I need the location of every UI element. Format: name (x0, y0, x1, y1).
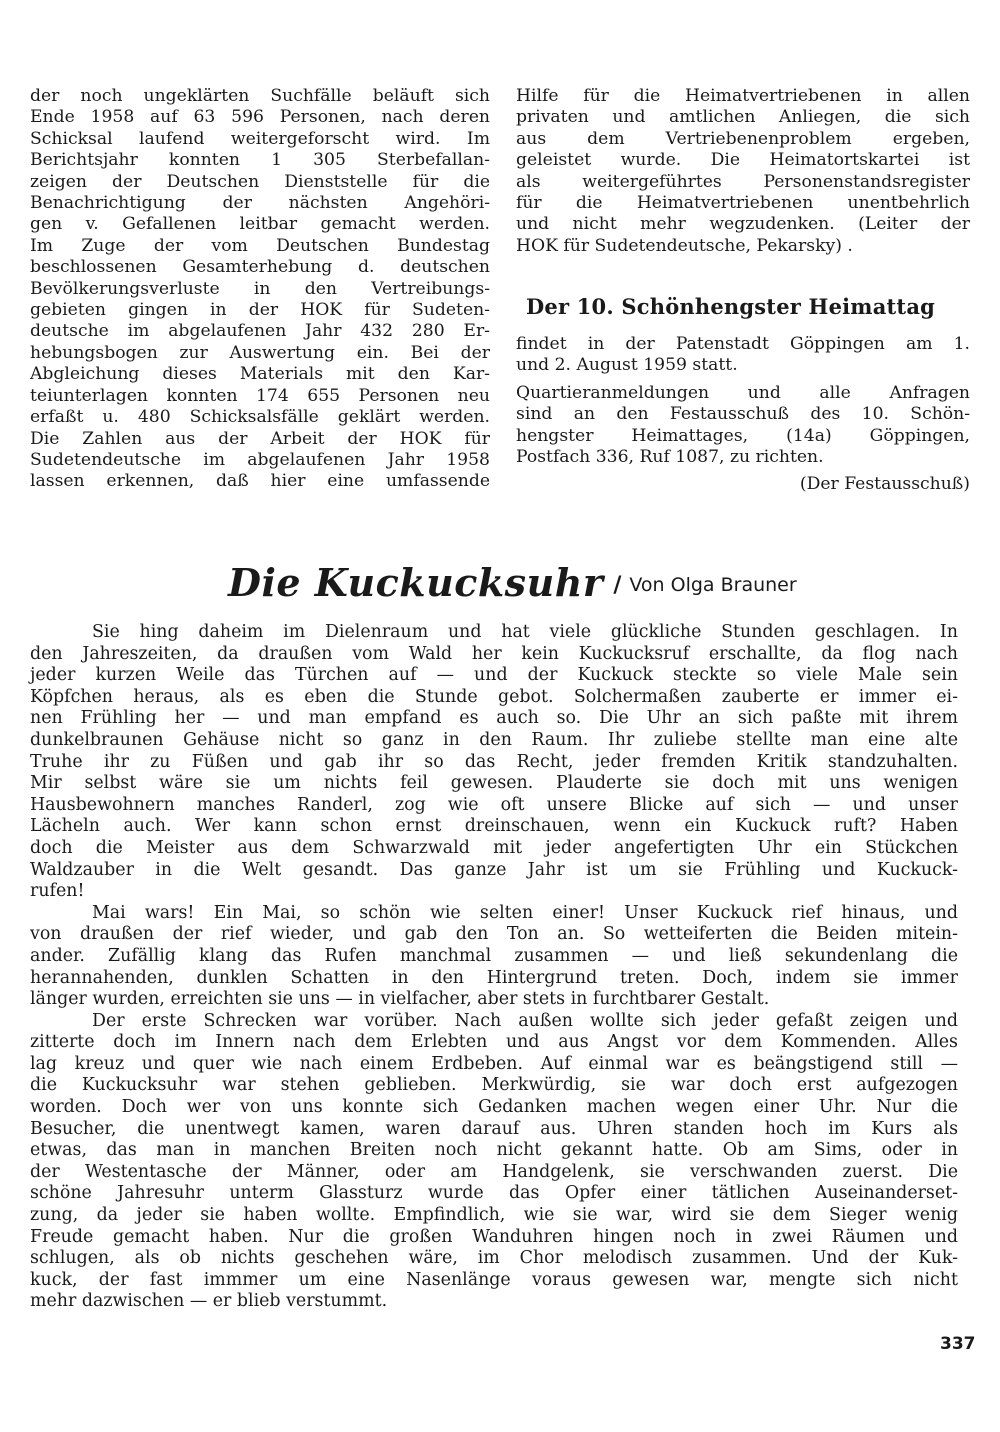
story-line: worden. Doch wer von uns konnte sich Gedanken machen wegen einer Uhr. Nur die (30, 1097, 958, 1118)
notice-heading: Der 10. Schönhengster Heimattag (526, 294, 936, 319)
story-line: schöne Jahresuhr unterm Glassturz wurde das Opfer einer tätlichen Auseinanderset- (30, 1183, 958, 1204)
story-line: Truhe ihr zu Füßen und gab ihr so das Recht, jeder fremden Kritik standzuhalten. (30, 751, 958, 772)
notice-line: und 2. August 1959 statt. (516, 355, 738, 376)
notice-line: Postfach 336, Ruf 1087, zu richten. (516, 447, 824, 468)
story-line: nen Frühling her — und man empfand es auch so. Die Uhr an sich paßte mit ihrem (30, 708, 958, 729)
story-line: dunkelbraunen Gehäuse nicht so ganz in den Raum. Ihr zuliebe stellte man eine alte (30, 729, 958, 750)
story-title: Die Kuckucksuhr (228, 560, 604, 605)
left-column-line: Im Zuge der vom Deutschen Bundestag (30, 235, 490, 256)
left-column-line: hebungsbogen zur Auswertung ein. Bei der (30, 342, 490, 363)
right-column-line: für die Heimatvertriebenen unentbehrlich (516, 193, 970, 214)
left-column-line: zeigen der Deutschen Dienststelle für die (30, 171, 490, 192)
story-line: Mai wars! Ein Mai, so schön wie selten einer! Unser Kuckuck rief hinaus, und (92, 902, 958, 923)
left-column-line: der noch ungeklärten Suchfälle beläuft sich (30, 86, 490, 106)
notice-line: sind an den Festausschuß des 10. Schön- (516, 404, 970, 425)
story-line: Freude gemacht haben. Nur die großen Wanduhren hingen noch in zwei Räumen und (30, 1226, 958, 1247)
right-column-line: aus dem Vertriebenenproblem ergeben, (516, 128, 970, 149)
left-column-line: Benachrichtigung der nächsten Angehöri- (30, 193, 490, 214)
story-line: länger wurden, erreichten sie uns — in vielfacher, aber stets in furchtbarer Gestalt. (30, 989, 770, 1010)
story-line: von draußen der rief wieder, und gab den Ton an. So wetteiferten die Beiden mitein- (30, 924, 958, 945)
notice-line: Quartieranmeldungen und alle Anfragen (516, 382, 970, 403)
story-line: schlugen, als ob nichts geschehen wäre, im Chor melodisch zusammen. Und der Kuk- (30, 1248, 958, 1269)
right-column-line: HOK für Sudetendeutsche, Pekarsky) . (516, 235, 853, 256)
right-column-line: als weitergeführtes Personenstandsregister (516, 171, 970, 192)
story-line: herannahenden, dunklen Schatten in den Hintergrund treten. Doch, indem sie immer (30, 967, 958, 988)
left-column-line: deutsche im abgelaufenen Jahr 432 280 Er- (30, 321, 490, 342)
story-line: mehr dazwischen — er blieb verstummt. (30, 1291, 388, 1312)
story-line: rufen! (30, 881, 85, 902)
left-column-line: Abgleichung dieses Materials mit den Kar- (30, 364, 490, 385)
left-column-line: Bevölkerungsverluste in den Vertreibungs- (30, 278, 490, 299)
story-line: Mir selbst wäre sie um nichts feil gewesen. Plauderte sie doch mit uns wenigen (30, 773, 958, 794)
story-line: jeder kurzen Weile das Türchen auf — und der Kuckuck steckte so viele Male sein (30, 665, 958, 686)
left-column-line: Ende 1958 auf 63 596 Personen, nach deren (30, 107, 490, 128)
story-line: lag kreuz und quer wie nach einem Erdbeben. Auf einmal war es beängstigend still — (30, 1053, 958, 1074)
story-line: doch die Meister aus dem Schwarzwald mit jeder angefertigten Uhr ein Stückchen (30, 837, 958, 858)
story-line: ander. Zufällig klang das Rufen manchmal zusammen — und ließ sekundenlang die (30, 945, 958, 966)
story-body (30, 622, 958, 1313)
story-title-block (228, 560, 797, 605)
left-column-line: teiunterlagen konnten 174 655 Personen neu (30, 385, 490, 406)
left-column-line: gen v. Gefallenen leitbar gemacht werden. (30, 214, 490, 235)
left-column-text (30, 86, 490, 493)
story-line: der Westentasche der Männer, oder am Handgelenk, sie verschwanden zuerst. Die (30, 1161, 958, 1182)
story-line: die Kuckucksuhr war stehen geblieben. Merkwürdig, sie war doch erst aufgezogen (30, 1075, 958, 1096)
story-line: Besucher, die unentwegt kamen, waren darauf aus. Uhren standen hoch im Kurs als (30, 1118, 958, 1139)
left-column-line: erfaßt u. 480 Schicksalsfälle geklärt werden. (30, 407, 490, 428)
left-column-line: gebieten gingen in der HOK für Sudeten- (30, 300, 490, 321)
notice-line: findet in der Patenstadt Göppingen am 1. (516, 334, 970, 354)
page-number: 337 (940, 1334, 976, 1354)
left-column-line: beschlossenen Gesamterhebung d. deutschen (30, 257, 490, 278)
story-line: zung, da jeder sie haben wollte. Empfindlich, wie sie war, wird sie dem Sieger wenig (30, 1205, 958, 1226)
left-column-line: Die Zahlen aus der Arbeit der HOK für (30, 428, 490, 449)
story-line: Köpfchen heraus, als es eben die Stunde gebot. Solchermaßen zauberte er immer ei- (30, 686, 958, 707)
story-line: Sie hing daheim im Dielenraum und hat viele glückliche Stunden geschlagen. In (92, 622, 958, 642)
right-column-line: privaten und amtlichen Anliegen, die sich (516, 107, 970, 128)
story-line: kuck, der fast immmer um eine Nasenlänge voraus gewesen war, mengte sich nicht (30, 1269, 958, 1290)
notice-line: hengster Heimattages, (14a) Göppingen, (516, 425, 970, 446)
right-column-line: Hilfe für die Heimatvertriebenen in allen (516, 86, 970, 106)
left-column-line: Berichtsjahr konnten 1 305 Sterbefallan- (30, 150, 490, 171)
notice-body (516, 334, 970, 468)
left-column-line: Sudetendeutsche im abgelaufenen Jahr 1958 (30, 449, 490, 470)
story-line: Der erste Schrecken war vorüber. Nach außen wollte sich jeder gefaßt zeigen und (92, 1010, 958, 1031)
notice-signature: (Der Festausschuß) (799, 474, 970, 494)
story-author: Von Olga Brauner (629, 574, 797, 596)
right-column-line: und nicht mehr wegzudenken. (Leiter der (516, 214, 970, 235)
right-column-line: geleistet wurde. Die Heimatortskartei ist (516, 150, 970, 171)
left-column-line: Schicksal laufend weitergeforscht wird. Im (30, 128, 490, 149)
story-line: etwas, das man in manchen Breiten noch nicht gekannt hatte. Ob am Sims, oder in (30, 1140, 958, 1161)
story-line: zitterte doch im Innern nach dem Erlebten und aus Angst vor dem Kommenden. Alles (30, 1032, 958, 1053)
title-separator: / (613, 573, 622, 598)
right-column-text (516, 86, 970, 257)
story-line: Lächeln auch. Wer kann schon ernst dreinschauen, wenn ein Kuckuck ruft? Haben (30, 816, 958, 837)
story-line: Waldzauber in die Welt gesandt. Das ganze Jahr ist um sie Frühling und Kuckuck- (30, 859, 958, 880)
story-line: den Jahreszeiten, da draußen vom Wald her kein Kuckucksruf erschallte, da flog nach (30, 643, 958, 664)
left-column-line: lassen erkennen, daß hier eine umfassende (30, 471, 490, 492)
story-line: Hausbewohnern manches Randerl, zog wie oft unsere Blicke auf sich — und unser (30, 794, 958, 815)
